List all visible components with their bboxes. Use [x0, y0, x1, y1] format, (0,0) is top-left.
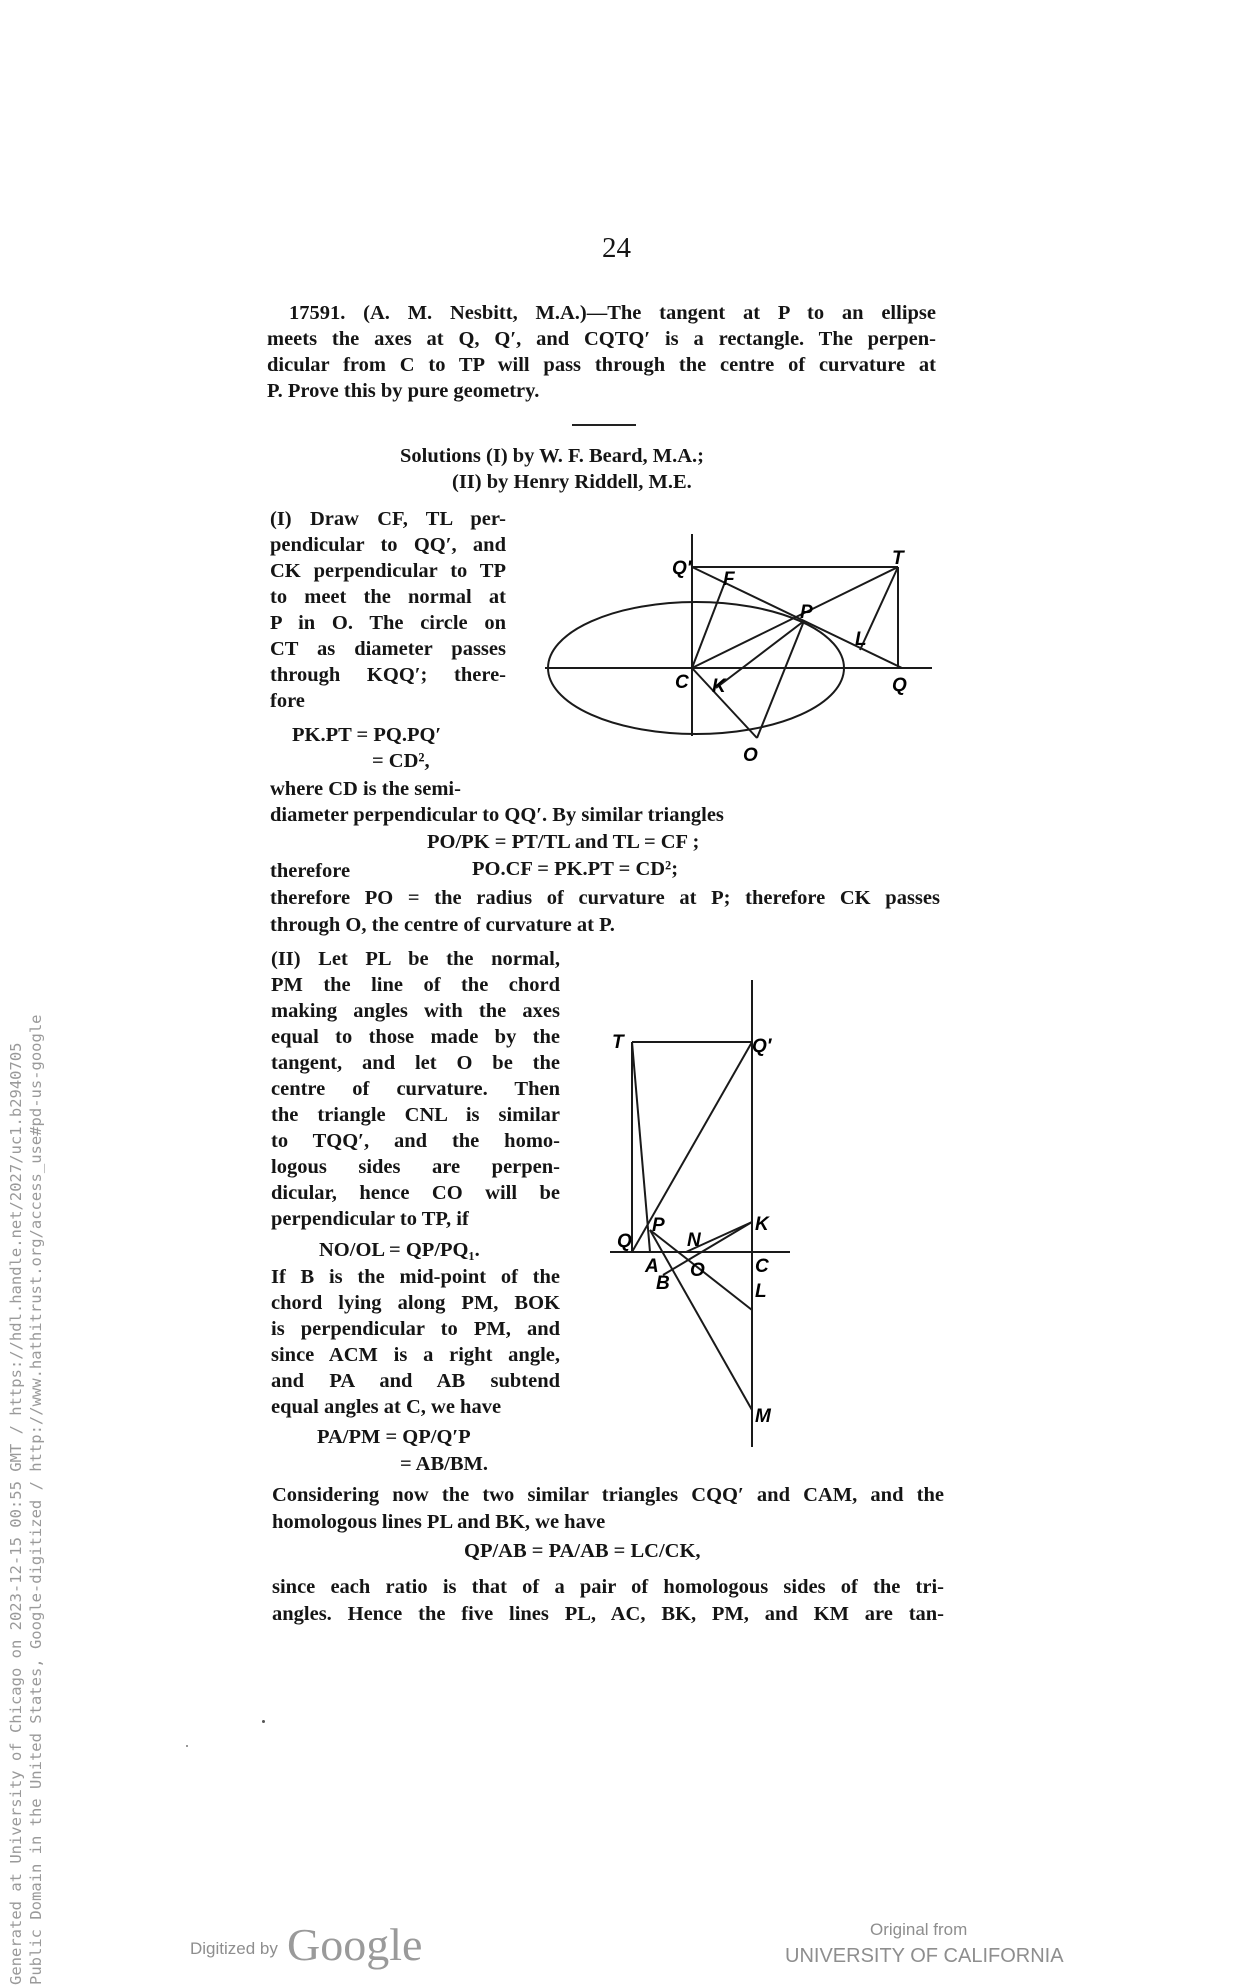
part1-line-3: CK perpendicular to TP	[270, 560, 506, 582]
side-watermark	[6, 1014, 46, 1985]
side-watermark-line1: Generated at University of Chicago on 2023-12-15 00:55 GMT / https://hdl.handle.net/2027/uc1.b2940705	[7, 1042, 25, 1985]
part2-wrapped	[271, 946, 560, 1232]
part2-eq2: PA/PM = QP/Q′P	[317, 1426, 471, 1448]
fig1-label-Q: Q	[892, 675, 907, 696]
part2-line-1: (II) Let PL be the normal,	[271, 948, 560, 970]
fig1-label-P: P	[800, 602, 813, 623]
digitized-by-label: Digitized by	[190, 1939, 278, 1958]
section-rule	[572, 424, 636, 426]
fig2-label-C: C	[755, 1256, 769, 1277]
solutions-header-2: (II) by Henry Riddell, M.E.	[452, 471, 692, 493]
line-TP	[632, 1042, 650, 1252]
line-BK	[663, 1222, 752, 1275]
part1-therefore: therefore	[270, 860, 351, 882]
part1-full3: through O, the centre of curvature at P.	[270, 914, 615, 936]
fig2-label-Q: Q	[617, 1231, 632, 1252]
problem-line-4: P. Prove this by pure geometry.	[267, 380, 540, 402]
part2-line-14: is perpendicular to PM, and	[271, 1318, 560, 1340]
part1-wrapped	[270, 506, 506, 714]
part2-line-4: equal to those made by the	[271, 1026, 560, 1048]
part1-full1: diameter perpendicular to QQ′. By similar triangles	[270, 804, 724, 826]
google-logo: Google	[287, 1919, 423, 1970]
fig2-label-L: L	[755, 1281, 767, 1302]
part2-wrapped2	[271, 1264, 560, 1420]
fig2-label-A: A	[645, 1256, 659, 1277]
part2-line-8: to TQQ′, and the homo-	[271, 1130, 560, 1152]
fig1-label-O: O	[743, 745, 758, 766]
fig2-label-N: N	[687, 1230, 701, 1251]
part2-line-7: the triangle CNL is similar	[271, 1104, 560, 1126]
part2-line-11: perpendicular to TP, if	[271, 1208, 469, 1230]
problem-line-2: meets the axes at Q, Q′, and CQTQ′ is a rectangle. The perpen-	[267, 328, 936, 350]
part1-eq4: PO.CF = PK.PT = CD²;	[472, 858, 679, 880]
part2-line-5: tangent, and let O be the	[271, 1052, 560, 1074]
fig2-label-O: O	[690, 1260, 705, 1281]
side-watermark-line2: Public Domain in the United States, Google-digitized / http://www.hathitrust.org/access_use#pd-us-google	[27, 1014, 45, 1985]
part2-line-17: equal angles at C, we have	[271, 1396, 502, 1418]
part2-eq3: = AB/BM.	[400, 1453, 488, 1475]
part1-line-4: to meet the normal at	[270, 586, 506, 608]
part1-line-6: CT as diameter passes	[270, 638, 506, 660]
fig2-label-M: M	[755, 1406, 771, 1427]
part2-line-2: PM the line of the chord	[271, 974, 560, 996]
page-number: 24	[602, 232, 631, 264]
part1-line-1: (I) Draw CF, TL per-	[270, 508, 506, 530]
part1-where: where CD is the semi-	[270, 778, 461, 800]
part1-eq2: = CD²,	[372, 750, 430, 772]
part2-line-16: and PA and AB subtend	[271, 1370, 560, 1392]
part2-full2: homologous lines PL and BK, we have	[272, 1511, 606, 1533]
part2-line-6: centre of curvature. Then	[271, 1078, 560, 1100]
fig1-label-C: C	[675, 672, 689, 693]
original-from-label: Original from	[870, 1920, 968, 1939]
fig2-label-Qp: Q′	[752, 1036, 772, 1057]
stray-dot	[262, 1720, 265, 1723]
chord-PM	[650, 1230, 752, 1410]
part2-line-13: chord lying along PM, BOK	[271, 1292, 560, 1314]
part1-full2: therefore PO = the radius of curvature at P; therefore CK passes	[270, 887, 940, 909]
part2-eq1: NO/OL = QP/PQ₁.	[319, 1239, 480, 1261]
tangent-QpQ	[632, 1042, 752, 1252]
fig1-label-Qp: Q′	[672, 558, 692, 579]
fig1-label-K: K	[712, 676, 726, 697]
figure-ellipse	[540, 530, 940, 770]
fig2-label-P: P	[652, 1215, 665, 1236]
fig2-label-T: T	[612, 1032, 624, 1053]
solutions-header-1: Solutions (I) by W. F. Beard, M.A.;	[400, 445, 704, 467]
part1-line-7: through KQQ′; there-	[270, 664, 506, 686]
part1-line-2: pendicular to QQ′, and	[270, 534, 506, 556]
part2-line-12: If B is the mid-point of the	[271, 1266, 560, 1288]
figure-chord	[600, 975, 800, 1450]
fig1-label-F: F	[723, 569, 735, 590]
part2-full4: angles. Hence the five lines PL, AC, BK, PM, and KM are tan-	[272, 1603, 944, 1625]
fig2-label-K: K	[755, 1214, 769, 1235]
fig2-label-B: B	[656, 1273, 670, 1294]
stray-dot	[186, 1745, 188, 1747]
part1-line-5: P in O. The circle on	[270, 612, 506, 634]
problem-line-3: dicular from C to TP will pass through the centre of curvature at	[267, 354, 936, 376]
part2-line-3: making angles with the axes	[271, 1000, 560, 1022]
part1-line-8: fore	[270, 690, 305, 712]
part2-line-9: logous sides are perpen-	[271, 1156, 560, 1178]
part2-eq4: QP/AB = PA/AB = LC/CK,	[464, 1540, 701, 1562]
part1-eq1: PK.PT = PQ.PQ′	[292, 724, 442, 746]
institution-label: UNIVERSITY OF CALIFORNIA	[785, 1945, 1064, 1967]
problem-line-1: 17591. (A. M. Nesbitt, M.A.)—The tangent at P to an ellipse	[289, 302, 936, 324]
part2-line-15: since ACM is a right angle,	[271, 1344, 560, 1366]
fig1-label-T: T	[892, 548, 904, 569]
part1-eq3: PO/PK = PT/TL and TL = CF ;	[427, 831, 700, 853]
part2-full1: Considering now the two similar triangles CQQ′ and CAM, and the	[272, 1484, 944, 1506]
fig1-label-L: L	[855, 629, 867, 650]
part2-full3: since each ratio is that of a pair of homologous sides of the tri-	[272, 1576, 944, 1598]
part2-line-10: dicular, hence CO will be	[271, 1182, 560, 1204]
